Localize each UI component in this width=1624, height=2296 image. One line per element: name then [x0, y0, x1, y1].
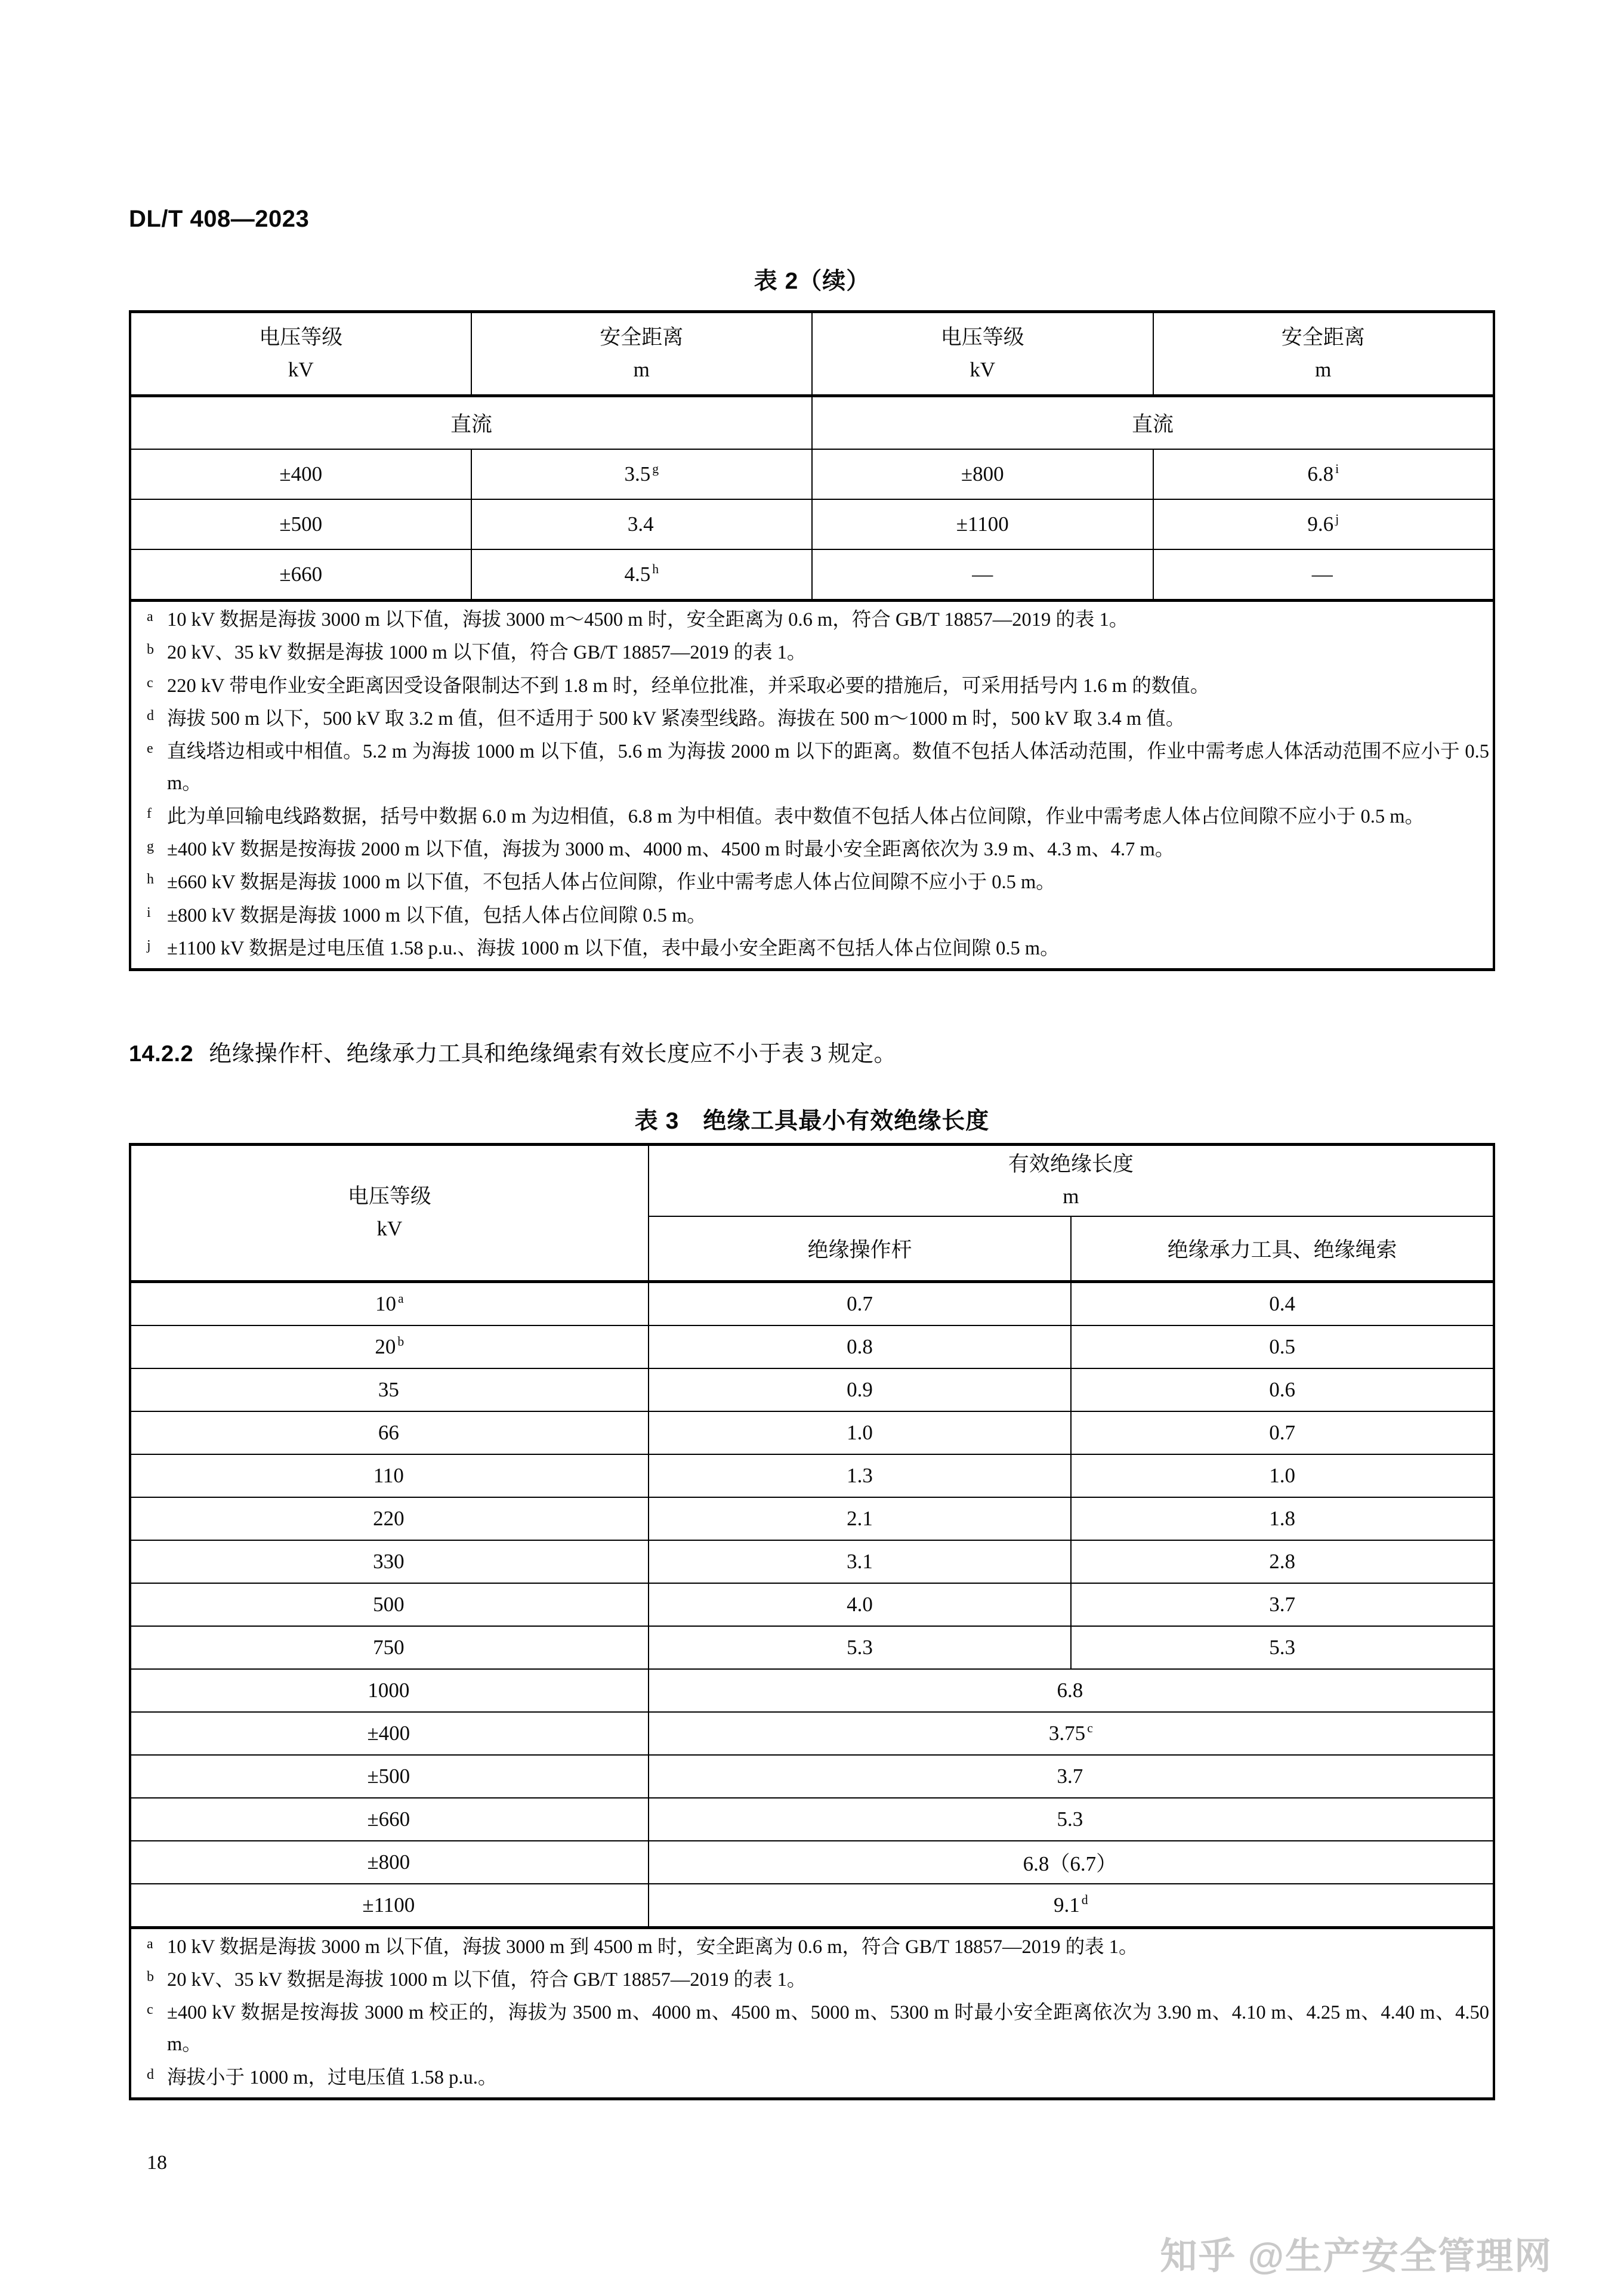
table2-caption: 表 2（续）	[754, 268, 870, 294]
table-row	[130, 1325, 1494, 1368]
table3-header-voltage	[130, 1145, 649, 1282]
table2-header-distance-right-unit: m	[1315, 358, 1332, 381]
table3-cell-merged-value: 3.75 $^c$	[649, 1712, 1494, 1755]
table-row	[130, 1798, 1494, 1841]
table3-cell-rod: 4.0	[649, 1583, 1072, 1626]
table3-cell-rod: 0.9	[649, 1368, 1072, 1411]
table-row	[130, 549, 1494, 601]
footnote	[135, 736, 1489, 800]
table3-cell-rod: 1.3	[649, 1454, 1072, 1497]
footnote	[135, 670, 1489, 702]
footnote-text: ±660 kV 数据是海拔 1000 m 以下值，不包括人体占位间隙，作业中需考虑人体占位间隙不应小于 0.5 m。	[167, 872, 1055, 894]
table3-cell-merged-value: 9.1 $^d$	[649, 1884, 1494, 1928]
table3-cell-voltage: 220	[130, 1497, 649, 1540]
table-row	[130, 1755, 1494, 1798]
footnote	[135, 867, 1489, 898]
table-row	[130, 1411, 1494, 1454]
footnote-mark: a	[147, 609, 153, 625]
footnote-mark: c	[147, 675, 153, 691]
footnote-mark: e	[147, 741, 153, 757]
table-row	[130, 1712, 1494, 1755]
table-row	[130, 1626, 1494, 1669]
table3-cell-rope: 1.8	[1071, 1497, 1494, 1540]
footnote-text: 10 kV 数据是海拔 3000 m 以下值，海拔 3000 m～4500 m 时，安全距离为 0.6 m，符合 GB/T 18857—2019 的表 1。	[167, 609, 1129, 631]
table2-header-distance-left-label: 安全距离	[600, 325, 684, 349]
table3-cell-voltage: 35	[130, 1368, 649, 1411]
table2-cell-distance-left: 4.5 $^h$	[471, 549, 813, 601]
table2-header-voltage-left	[130, 312, 471, 396]
footnote-text: 海拔 500 m 以下，500 kV 取 3.2 m 值，但不适用于 500 kV 紧凑型线路。海拔在 500 m～1000 m 时，500 kV 取 3.4 m 值。	[167, 707, 1185, 730]
table3-notes-row	[130, 1927, 1494, 2099]
clause-14-2-2	[129, 1035, 897, 1068]
footnote-mark: d	[147, 2066, 154, 2082]
table3-cell-voltage: ±1100	[130, 1884, 649, 1928]
table2-cell-voltage-left: ±660	[130, 549, 471, 601]
footnote-text: 此为单回输电线路数据，括号中数据 6.0 m 为边相值，6.8 m 为中相值。表中数值不包括人体占位间隙，作业中需考虑人体占位间隙不应小于 0.5 m。	[167, 805, 1425, 827]
table3-cell-voltage: ±500	[130, 1755, 649, 1798]
table2-cell-distance-right: —	[1153, 549, 1495, 601]
table2-header-distance-right-label: 安全距离	[1281, 325, 1365, 349]
table-row	[130, 499, 1494, 549]
footnote	[135, 801, 1489, 833]
table3-cell-merged-value: 5.3	[649, 1798, 1494, 1841]
table3-cell-rod: 5.3	[649, 1626, 1072, 1669]
table3-cell-rope: 0.6	[1071, 1368, 1494, 1411]
table-row	[130, 1368, 1494, 1411]
table3-cell-voltage: 66	[130, 1411, 649, 1454]
table3-cell-merged-value: 6.8（6.7）	[649, 1841, 1494, 1884]
table3-header-span	[649, 1145, 1494, 1216]
table-row	[130, 1841, 1494, 1884]
table3-cell-merged-value: 3.7	[649, 1755, 1494, 1798]
table2-group-label-left: 直流	[130, 396, 812, 450]
table3-cell-voltage: ±800	[130, 1841, 649, 1884]
footnote-mark: f	[147, 805, 152, 821]
table3-header-voltage-label: 电压等级	[347, 1185, 431, 1208]
table2-header-distance-right	[1153, 312, 1495, 396]
table3-header-col-rod: 绝缘操作杆	[649, 1216, 1072, 1282]
table2-cell-voltage-right: ±1100	[812, 499, 1153, 549]
table2-header-voltage-right-unit: kV	[970, 358, 996, 381]
table2-cell-voltage-right: —	[812, 549, 1153, 601]
footnote-mark: b	[147, 642, 154, 658]
clause-text: 绝缘操作杆、绝缘承力工具和绝缘绳索有效长度应不小于表 3 规定。	[209, 1042, 897, 1067]
footnote	[135, 604, 1489, 636]
table3-cell-voltage: 10 $^a$	[130, 1281, 649, 1325]
table3-cell-rope: 5.3	[1071, 1626, 1494, 1669]
table2	[129, 310, 1495, 971]
table2-cell-voltage-left: ±400	[130, 449, 471, 499]
table3-cell-rod: 1.0	[649, 1411, 1072, 1454]
table3-header-row-1	[130, 1145, 1494, 1216]
footnote-text: 海拔小于 1000 m，过电压值 1.58 p.u.。	[167, 2066, 498, 2088]
footnote-mark: d	[147, 707, 154, 724]
table-row	[130, 1540, 1494, 1583]
table-row	[130, 449, 1494, 499]
table-row	[130, 1583, 1494, 1626]
table3-cell-rope: 3.7	[1071, 1583, 1494, 1626]
table3-cell-rope: 2.8	[1071, 1540, 1494, 1583]
table2-group-label-right: 直流	[812, 396, 1494, 450]
table2-header-distance-left-unit: m	[633, 358, 650, 381]
footnote	[135, 2062, 1489, 2094]
footnote-mark: h	[147, 872, 154, 888]
footnote-text: 20 kV、35 kV 数据是海拔 1000 m 以下值，符合 GB/T 18857—2019 的表 1。	[167, 1969, 807, 1991]
footnote-text: ±400 kV 数据是按海拔 3000 m 校正的，海拔为 3500 m、4000 m、4500 m、5000 m、5300 m 时最小安全距离依次为 3.90 m、4.10 m、4.25 m、4.40 m、4.50 m。	[167, 2002, 1489, 2056]
table3-cell-voltage: 750	[130, 1626, 649, 1669]
footnote-mark: c	[147, 2002, 153, 2018]
table3-cell-voltage: 1000	[130, 1669, 649, 1712]
footnote	[135, 1997, 1489, 2061]
table2-header-row	[130, 312, 1494, 396]
table2-cell-distance-left: 3.4	[471, 499, 813, 549]
table2-cell-distance-right: 6.8 $^i$	[1153, 449, 1495, 499]
footnote	[135, 900, 1489, 932]
table2-header-voltage-left-label: 电压等级	[259, 325, 343, 349]
table3-cell-voltage: ±400	[130, 1712, 649, 1755]
table3-cell-merged-value: 6.8	[649, 1669, 1494, 1712]
table3-cell-voltage: ±660	[130, 1798, 649, 1841]
table3-cell-voltage: 500	[130, 1583, 649, 1626]
footnote-mark: b	[147, 1969, 154, 1985]
footnote-mark: j	[147, 937, 151, 953]
page-number: 18	[147, 2152, 167, 2174]
footnote	[135, 637, 1489, 669]
table3-notes	[130, 1927, 1494, 2099]
footnote-text: ±1100 kV 数据是过电压值 1.58 p.u.、海拔 1000 m 以下值，表中最小安全距离不包括人体占位间隙 0.5 m。	[167, 937, 1060, 959]
footnote-text: 10 kV 数据是海拔 3000 m 以下值，海拔 3000 m 到 4500 m 时，安全距离为 0.6 m，符合 GB/T 18857—2019 的表 1。	[167, 1936, 1138, 1958]
clause-number: 14.2.2	[129, 1042, 194, 1067]
footnote	[135, 703, 1489, 735]
footnote-text: 220 kV 带电作业安全距离因受设备限制达不到 1.8 m 时，经单位批准，并采取必要的措施后，可采用括号内 1.6 m 的数值。	[167, 675, 1210, 697]
footnote-text: 20 kV、35 kV 数据是海拔 1000 m 以下值，符合 GB/T 18857—2019 的表 1。	[167, 642, 807, 664]
footnote-mark: a	[147, 1936, 153, 1952]
table3-cell-voltage: 330	[130, 1540, 649, 1583]
table-row	[130, 1454, 1494, 1497]
table3-cell-rope: 0.5	[1071, 1325, 1494, 1368]
table2-cell-voltage-right: ±800	[812, 449, 1153, 499]
footnote-text: ±400 kV 数据是按海拔 2000 m 以下值，海拔为 3000 m、4000 m、4500 m 时最小安全距离依次为 3.9 m、4.3 m、4.7 m。	[167, 839, 1175, 861]
table-row	[130, 1669, 1494, 1712]
table2-cell-distance-left: 3.5 $^g$	[471, 449, 813, 499]
table2-container	[129, 310, 1495, 971]
footnote-text: ±800 kV 数据是海拔 1000 m 以下值，包括人体占位间隙 0.5 m。	[167, 904, 706, 926]
table2-cell-distance-right: 9.6 $^j$	[1153, 499, 1495, 549]
table3-caption-wrap	[129, 1102, 1495, 1136]
table2-group-row	[130, 396, 1494, 450]
table2-caption-wrap	[129, 262, 1495, 296]
table2-header-voltage-left-unit: kV	[288, 358, 314, 381]
table2-header-distance-left	[471, 312, 813, 396]
footnote	[135, 1964, 1489, 1996]
running-head: DL/T 408—2023	[129, 206, 310, 232]
table3-header-span-unit: m	[1063, 1185, 1079, 1209]
footnote-text: 直线塔边相或中相值。5.2 m 为海拔 1000 m 以下值，5.6 m 为海拔 2000 m 以下的距离。数值不包括人体活动范围，作业中需考虑人体活动范围不应小于 0.5 m。	[167, 741, 1489, 795]
footnote	[135, 1932, 1489, 1963]
table2-header-voltage-right	[812, 312, 1153, 396]
table3	[129, 1143, 1495, 2100]
table-row	[130, 1884, 1494, 1928]
table3-header-span-label: 有效绝缘长度	[1008, 1152, 1134, 1176]
table2-cell-voltage-left: ±500	[130, 499, 471, 549]
footnote-mark: g	[147, 839, 154, 855]
footnote	[135, 834, 1489, 866]
table3-cell-rod: 3.1	[649, 1540, 1072, 1583]
table3-header-voltage-unit: kV	[376, 1217, 403, 1241]
table3-cell-voltage: 110	[130, 1454, 649, 1497]
table3-header-col-rope: 绝缘承力工具、绝缘绳索	[1071, 1216, 1494, 1282]
table3-cell-rope: 0.4	[1071, 1281, 1494, 1325]
table2-notes-row	[130, 601, 1494, 970]
table-row	[130, 1497, 1494, 1540]
table3-cell-rod: 2.1	[649, 1497, 1072, 1540]
footnote	[135, 933, 1489, 965]
table3-container	[129, 1143, 1495, 2100]
table3-cell-rod: 0.7	[649, 1281, 1072, 1325]
table3-cell-rope: 0.7	[1071, 1411, 1494, 1454]
table-row	[130, 1281, 1494, 1325]
table3-cell-rod: 0.8	[649, 1325, 1072, 1368]
table3-caption: 表 3 绝缘工具最小有效绝缘长度	[634, 1108, 990, 1134]
table2-notes	[130, 601, 1494, 970]
footnote-mark: i	[147, 904, 151, 920]
table2-header-voltage-right-label: 电压等级	[940, 325, 1024, 349]
table3-cell-voltage: 20 $^b$	[130, 1325, 649, 1368]
table3-cell-rope: 1.0	[1071, 1454, 1494, 1497]
site-watermark: 知乎 @生产安全管理网	[1160, 2236, 1552, 2277]
